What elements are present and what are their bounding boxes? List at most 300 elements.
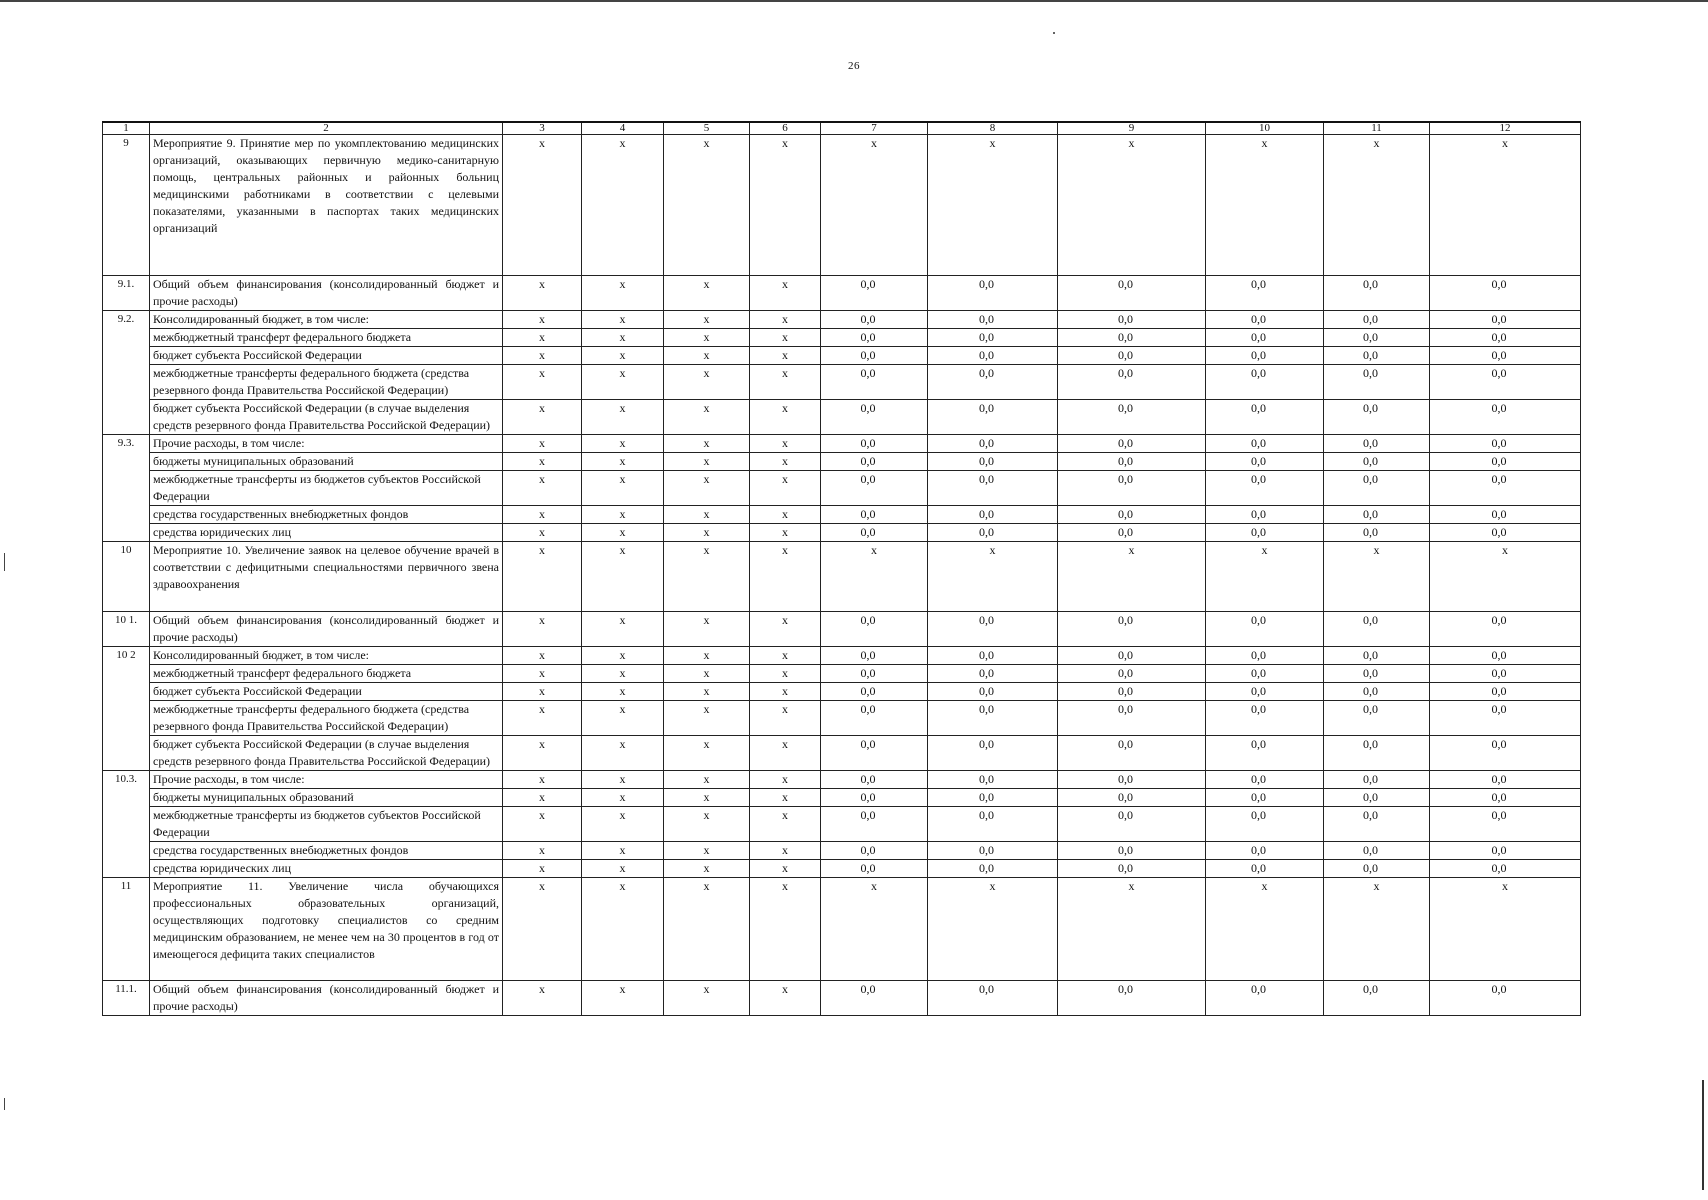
funding-value-text: 0,0 xyxy=(979,330,994,344)
funding-value xyxy=(821,665,928,683)
row-label: Прочие расходы, в том числе: xyxy=(150,771,503,789)
row-label: Прочие расходы, в том числе: xyxy=(150,435,503,453)
column-number: 5 xyxy=(664,122,750,135)
funding-value xyxy=(928,471,1058,506)
funding-value xyxy=(1324,736,1430,771)
funding-value xyxy=(1430,329,1581,347)
not-applicable-mark: x xyxy=(582,542,664,612)
funding-value xyxy=(1430,524,1581,542)
table-row xyxy=(103,435,1581,453)
not-applicable-mark: x xyxy=(664,683,750,701)
funding-value-text: 0,0 xyxy=(1491,277,1507,291)
budget-table xyxy=(102,121,1581,1016)
funding-value-text: 0,0 xyxy=(1118,312,1133,326)
funding-value xyxy=(1058,683,1206,701)
funding-value-text: 0,0 xyxy=(860,401,876,415)
not-applicable-mark: x xyxy=(1058,135,1206,276)
table-row xyxy=(103,400,1581,435)
funding-value-text: 0,0 xyxy=(1118,436,1133,450)
funding-value-text: 0,0 xyxy=(1118,684,1133,698)
funding-value xyxy=(1206,736,1324,771)
funding-value xyxy=(1324,435,1430,453)
column-number: 11 xyxy=(1324,122,1430,135)
funding-value-text: 0,0 xyxy=(1491,666,1507,680)
funding-value-text: 0,0 xyxy=(1251,861,1266,875)
funding-value xyxy=(1206,524,1324,542)
funding-value xyxy=(1430,665,1581,683)
funding-value xyxy=(1430,612,1581,647)
funding-value xyxy=(1058,329,1206,347)
funding-value xyxy=(1430,771,1581,789)
funding-value-text: 0,0 xyxy=(1363,330,1378,344)
not-applicable-mark: x xyxy=(582,771,664,789)
measure-description: Мероприятие 11. Увеличение числа обучающихся профессиональных образовательных организаций, осуществляющих подготовку специалистов со средним медицинским образованием, не менее чем на 30 процентов в год от имеющегося дефицита таких специалистов xyxy=(150,878,503,981)
funding-value-text: 0,0 xyxy=(860,666,876,680)
column-number-row xyxy=(103,122,1581,135)
funding-value-text: 0,0 xyxy=(860,330,876,344)
funding-value xyxy=(1430,736,1581,771)
not-applicable-mark: x xyxy=(750,647,821,665)
funding-value xyxy=(821,347,928,365)
table-row xyxy=(103,276,1581,311)
funding-value-text: 0,0 xyxy=(979,843,994,857)
funding-value-text: 0,0 xyxy=(1251,808,1266,822)
funding-value-text: 0,0 xyxy=(860,737,876,751)
funding-value-text: 0,0 xyxy=(1251,772,1266,786)
funding-value-text: 0,0 xyxy=(860,525,876,539)
funding-value xyxy=(1324,365,1430,400)
not-applicable-mark: x xyxy=(582,471,664,506)
not-applicable-mark: x xyxy=(582,665,664,683)
not-applicable-mark: x xyxy=(503,736,582,771)
funding-value xyxy=(1430,400,1581,435)
funding-value xyxy=(1324,506,1430,524)
not-applicable-mark: x xyxy=(1058,542,1206,612)
column-number: 2 xyxy=(150,122,503,135)
table-row xyxy=(103,135,1581,276)
funding-value xyxy=(1058,771,1206,789)
not-applicable-mark: x xyxy=(503,878,582,981)
not-applicable-mark: x xyxy=(750,506,821,524)
row-number: 10 2 xyxy=(103,647,150,771)
funding-value-text: 0,0 xyxy=(1118,366,1133,380)
funding-value xyxy=(1324,311,1430,329)
funding-value xyxy=(1206,647,1324,665)
funding-value-text: 0,0 xyxy=(979,472,994,486)
row-label: бюджет субъекта Российской Федерации xyxy=(150,347,503,365)
funding-value xyxy=(1430,506,1581,524)
funding-value-text: 0,0 xyxy=(1251,330,1266,344)
table-row xyxy=(103,311,1581,329)
table-row xyxy=(103,807,1581,842)
funding-value-text: 0,0 xyxy=(1363,982,1378,996)
not-applicable-mark: x xyxy=(750,524,821,542)
funding-value-text: 0,0 xyxy=(1251,507,1266,521)
funding-value xyxy=(1324,683,1430,701)
funding-value xyxy=(1206,981,1324,1016)
funding-value xyxy=(1430,647,1581,665)
funding-value xyxy=(821,789,928,807)
not-applicable-mark: x xyxy=(503,276,582,311)
funding-value xyxy=(821,435,928,453)
funding-value xyxy=(1206,400,1324,435)
funding-value xyxy=(1430,311,1581,329)
funding-value xyxy=(1324,771,1430,789)
funding-value xyxy=(1430,981,1581,1016)
funding-value xyxy=(1058,647,1206,665)
not-applicable-mark: x xyxy=(750,878,821,981)
not-applicable-mark: x xyxy=(750,347,821,365)
not-applicable-mark: x xyxy=(750,365,821,400)
funding-value-text: 0,0 xyxy=(1251,613,1266,627)
table-row xyxy=(103,506,1581,524)
funding-value-text: 0,0 xyxy=(1118,648,1133,662)
row-label: бюджеты муниципальных образований xyxy=(150,789,503,807)
funding-value xyxy=(1430,453,1581,471)
funding-value xyxy=(928,789,1058,807)
funding-value xyxy=(1324,471,1430,506)
not-applicable-mark: x xyxy=(664,665,750,683)
not-applicable-mark: x xyxy=(582,701,664,736)
funding-value xyxy=(1206,807,1324,842)
not-applicable-mark: x xyxy=(664,311,750,329)
funding-value-text: 0,0 xyxy=(979,454,994,468)
not-applicable-mark: x xyxy=(664,647,750,665)
table-row xyxy=(103,665,1581,683)
not-applicable-mark: x xyxy=(503,365,582,400)
funding-value xyxy=(1324,400,1430,435)
row-number: 9.1. xyxy=(103,276,150,311)
not-applicable-mark: x xyxy=(664,736,750,771)
row-label: бюджет субъекта Российской Федерации (в случае выделения средств резервного фонда Правительства Российской Федерации) xyxy=(150,400,503,435)
row-label: средства государственных внебюджетных фондов xyxy=(150,842,503,860)
funding-value-text: 0,0 xyxy=(1251,648,1266,662)
row-number: 10.3. xyxy=(103,771,150,878)
funding-value-text: 0,0 xyxy=(860,348,876,362)
not-applicable-mark: x xyxy=(1430,135,1581,276)
not-applicable-mark: x xyxy=(582,135,664,276)
not-applicable-mark: x xyxy=(750,683,821,701)
not-applicable-mark: x xyxy=(750,453,821,471)
funding-value-text: 0,0 xyxy=(1251,312,1266,326)
not-applicable-mark: x xyxy=(750,842,821,860)
funding-value-text: 0,0 xyxy=(1491,525,1507,539)
funding-value xyxy=(1206,365,1324,400)
funding-value xyxy=(928,435,1058,453)
not-applicable-mark: x xyxy=(1430,878,1581,981)
row-label: Общий объем финансирования (консолидированный бюджет и прочие расходы) xyxy=(150,981,503,1016)
not-applicable-mark: x xyxy=(1206,878,1324,981)
funding-value xyxy=(821,506,928,524)
measure-description: Мероприятие 9. Принятие мер по укомплектованию медицинских организаций, оказывающих первичную медико-санитарную помощь, центральных районных и районных больниц медицинскими работниками в соответствии с целевыми показателями, указанными в паспортах таких медицинских организаций xyxy=(150,135,503,276)
funding-value xyxy=(821,612,928,647)
not-applicable-mark: x xyxy=(750,789,821,807)
funding-value xyxy=(1206,311,1324,329)
not-applicable-mark: x xyxy=(1206,135,1324,276)
not-applicable-mark: x xyxy=(503,665,582,683)
not-applicable-mark: x xyxy=(582,276,664,311)
funding-value-text: 0,0 xyxy=(1363,401,1378,415)
funding-value-text: 0,0 xyxy=(1251,843,1266,857)
funding-value xyxy=(821,771,928,789)
row-label: межбюджетные трансферты из бюджетов субъектов Российской Федерации xyxy=(150,807,503,842)
funding-value-text: 0,0 xyxy=(860,808,876,822)
not-applicable-mark: x xyxy=(821,542,928,612)
not-applicable-mark: x xyxy=(503,471,582,506)
not-applicable-mark: x xyxy=(1058,878,1206,981)
funding-value-text: 0,0 xyxy=(1118,702,1133,716)
funding-value xyxy=(1058,471,1206,506)
not-applicable-mark: x xyxy=(664,789,750,807)
funding-value xyxy=(1058,612,1206,647)
funding-value-text: 0,0 xyxy=(1251,666,1266,680)
funding-value xyxy=(928,453,1058,471)
not-applicable-mark: x xyxy=(750,329,821,347)
funding-value xyxy=(1324,329,1430,347)
funding-value xyxy=(1324,347,1430,365)
funding-value-text: 0,0 xyxy=(1491,702,1507,716)
not-applicable-mark: x xyxy=(750,807,821,842)
funding-value-text: 0,0 xyxy=(1251,436,1266,450)
funding-value-text: 0,0 xyxy=(1118,861,1133,875)
not-applicable-mark: x xyxy=(664,878,750,981)
funding-value-text: 0,0 xyxy=(860,861,876,875)
not-applicable-mark: x xyxy=(664,506,750,524)
not-applicable-mark: x xyxy=(503,435,582,453)
funding-value-text: 0,0 xyxy=(1363,507,1378,521)
not-applicable-mark: x xyxy=(503,524,582,542)
not-applicable-mark: x xyxy=(503,789,582,807)
funding-value-text: 0,0 xyxy=(979,982,994,996)
funding-value xyxy=(1206,842,1324,860)
table-row xyxy=(103,329,1581,347)
not-applicable-mark: x xyxy=(664,365,750,400)
row-label: межбюджетные трансферты федерального бюджета (средства резервного фонда Правительства Российской Федерации) xyxy=(150,701,503,736)
funding-value xyxy=(821,842,928,860)
funding-value-text: 0,0 xyxy=(979,277,994,291)
funding-value-text: 0,0 xyxy=(860,982,876,996)
funding-value-text: 0,0 xyxy=(1491,790,1507,804)
funding-value-text: 0,0 xyxy=(860,366,876,380)
table-row xyxy=(103,612,1581,647)
funding-value xyxy=(1058,860,1206,878)
not-applicable-mark: x xyxy=(582,524,664,542)
funding-value-text: 0,0 xyxy=(1363,312,1378,326)
funding-value xyxy=(1206,701,1324,736)
not-applicable-mark: x xyxy=(582,329,664,347)
scan-right-edge xyxy=(1702,1080,1704,1190)
funding-value-text: 0,0 xyxy=(1491,472,1507,486)
funding-value xyxy=(1430,860,1581,878)
not-applicable-mark: x xyxy=(503,311,582,329)
table-row xyxy=(103,647,1581,665)
not-applicable-mark: x xyxy=(664,860,750,878)
not-applicable-mark: x xyxy=(750,276,821,311)
funding-value-text: 0,0 xyxy=(1251,454,1266,468)
funding-value xyxy=(821,365,928,400)
not-applicable-mark: x xyxy=(582,453,664,471)
funding-value xyxy=(1058,400,1206,435)
funding-value-text: 0,0 xyxy=(1118,982,1133,996)
funding-value xyxy=(1058,506,1206,524)
funding-value xyxy=(1058,665,1206,683)
funding-value-text: 0,0 xyxy=(1118,277,1133,291)
funding-value xyxy=(821,311,928,329)
funding-value-text: 0,0 xyxy=(1363,648,1378,662)
funding-value xyxy=(821,524,928,542)
not-applicable-mark: x xyxy=(664,542,750,612)
funding-value xyxy=(1206,453,1324,471)
not-applicable-mark: x xyxy=(664,612,750,647)
not-applicable-mark: x xyxy=(503,612,582,647)
funding-value xyxy=(928,807,1058,842)
funding-value xyxy=(821,860,928,878)
funding-value xyxy=(928,400,1058,435)
row-label: бюджеты муниципальных образований xyxy=(150,453,503,471)
funding-value xyxy=(1206,347,1324,365)
funding-value xyxy=(928,506,1058,524)
funding-value-text: 0,0 xyxy=(1251,348,1266,362)
funding-value xyxy=(1206,471,1324,506)
not-applicable-mark: x xyxy=(582,311,664,329)
funding-value-text: 0,0 xyxy=(979,684,994,698)
not-applicable-mark: x xyxy=(503,329,582,347)
not-applicable-mark: x xyxy=(503,701,582,736)
funding-value xyxy=(928,612,1058,647)
not-applicable-mark: x xyxy=(503,347,582,365)
funding-value-text: 0,0 xyxy=(860,312,876,326)
funding-value xyxy=(1206,665,1324,683)
not-applicable-mark: x xyxy=(664,453,750,471)
funding-value xyxy=(928,683,1058,701)
funding-value xyxy=(1058,311,1206,329)
column-number: 9 xyxy=(1058,122,1206,135)
funding-value xyxy=(1430,276,1581,311)
funding-value xyxy=(1206,276,1324,311)
column-number: 3 xyxy=(503,122,582,135)
funding-value-text: 0,0 xyxy=(1491,772,1507,786)
row-number: 10 1. xyxy=(103,612,150,647)
funding-value-text: 0,0 xyxy=(1491,436,1507,450)
scan-left-mark xyxy=(4,553,5,571)
funding-value xyxy=(821,807,928,842)
funding-value-text: 0,0 xyxy=(1363,684,1378,698)
table-row xyxy=(103,789,1581,807)
funding-value-text: 0,0 xyxy=(1363,436,1378,450)
not-applicable-mark: x xyxy=(503,860,582,878)
funding-value-text: 0,0 xyxy=(1251,472,1266,486)
funding-value xyxy=(928,842,1058,860)
not-applicable-mark: x xyxy=(582,365,664,400)
funding-value-text: 0,0 xyxy=(1491,648,1507,662)
funding-value xyxy=(1206,771,1324,789)
funding-value-text: 0,0 xyxy=(1251,702,1266,716)
not-applicable-mark: x xyxy=(582,647,664,665)
funding-value xyxy=(1058,435,1206,453)
funding-value-text: 0,0 xyxy=(1491,613,1507,627)
table-row xyxy=(103,347,1581,365)
not-applicable-mark: x xyxy=(582,506,664,524)
column-number: 1 xyxy=(103,122,150,135)
not-applicable-mark: x xyxy=(750,771,821,789)
funding-value xyxy=(1206,683,1324,701)
not-applicable-mark: x xyxy=(1324,542,1430,612)
table-row xyxy=(103,542,1581,612)
funding-value xyxy=(928,329,1058,347)
funding-value xyxy=(928,347,1058,365)
row-label: межбюджетные трансферты федерального бюджета (средства резервного фонда Правительства Российской Федерации) xyxy=(150,365,503,400)
not-applicable-mark: x xyxy=(1324,878,1430,981)
table-row xyxy=(103,683,1581,701)
funding-value-text: 0,0 xyxy=(1363,737,1378,751)
funding-value-text: 0,0 xyxy=(1363,666,1378,680)
funding-value-text: 0,0 xyxy=(1118,330,1133,344)
funding-value xyxy=(1324,276,1430,311)
funding-value xyxy=(1430,807,1581,842)
funding-value-text: 0,0 xyxy=(860,648,876,662)
not-applicable-mark: x xyxy=(664,771,750,789)
funding-value-text: 0,0 xyxy=(1363,366,1378,380)
funding-value-text: 0,0 xyxy=(979,525,994,539)
funding-value-text: 0,0 xyxy=(979,401,994,415)
funding-value-text: 0,0 xyxy=(1118,401,1133,415)
funding-value xyxy=(928,860,1058,878)
funding-value xyxy=(1058,981,1206,1016)
funding-value xyxy=(928,736,1058,771)
row-number: 10 xyxy=(103,542,150,612)
funding-value xyxy=(928,981,1058,1016)
funding-value xyxy=(1430,701,1581,736)
not-applicable-mark: x xyxy=(582,683,664,701)
funding-value xyxy=(1324,860,1430,878)
table-row xyxy=(103,878,1581,981)
funding-value-text: 0,0 xyxy=(860,790,876,804)
funding-value-text: 0,0 xyxy=(1491,684,1507,698)
row-label: бюджет субъекта Российской Федерации (в случае выделения средств резервного фонда Правительства Российской Федерации) xyxy=(150,736,503,771)
row-label: Консолидированный бюджет, в том числе: xyxy=(150,647,503,665)
funding-value-text: 0,0 xyxy=(1491,737,1507,751)
not-applicable-mark: x xyxy=(664,347,750,365)
funding-value-text: 0,0 xyxy=(860,507,876,521)
column-number: 10 xyxy=(1206,122,1324,135)
funding-value xyxy=(821,647,928,665)
not-applicable-mark: x xyxy=(582,347,664,365)
row-label: Общий объем финансирования (консолидированный бюджет и прочие расходы) xyxy=(150,612,503,647)
not-applicable-mark: x xyxy=(582,878,664,981)
column-number: 7 xyxy=(821,122,928,135)
not-applicable-mark: x xyxy=(664,471,750,506)
table-row xyxy=(103,453,1581,471)
funding-value xyxy=(928,365,1058,400)
row-label: средства государственных внебюджетных фондов xyxy=(150,506,503,524)
funding-value-text: 0,0 xyxy=(1363,808,1378,822)
not-applicable-mark: x xyxy=(582,435,664,453)
not-applicable-mark: x xyxy=(928,878,1058,981)
funding-value-text: 0,0 xyxy=(979,666,994,680)
funding-value-text: 0,0 xyxy=(1118,666,1133,680)
row-number: 9.3. xyxy=(103,435,150,542)
funding-value-text: 0,0 xyxy=(979,436,994,450)
funding-value-text: 0,0 xyxy=(979,648,994,662)
funding-value xyxy=(1058,347,1206,365)
funding-value xyxy=(1324,789,1430,807)
not-applicable-mark: x xyxy=(664,981,750,1016)
funding-value xyxy=(1058,276,1206,311)
row-number: 9.2. xyxy=(103,311,150,435)
page-number: 26 xyxy=(848,60,860,72)
funding-value xyxy=(821,400,928,435)
not-applicable-mark: x xyxy=(1324,135,1430,276)
